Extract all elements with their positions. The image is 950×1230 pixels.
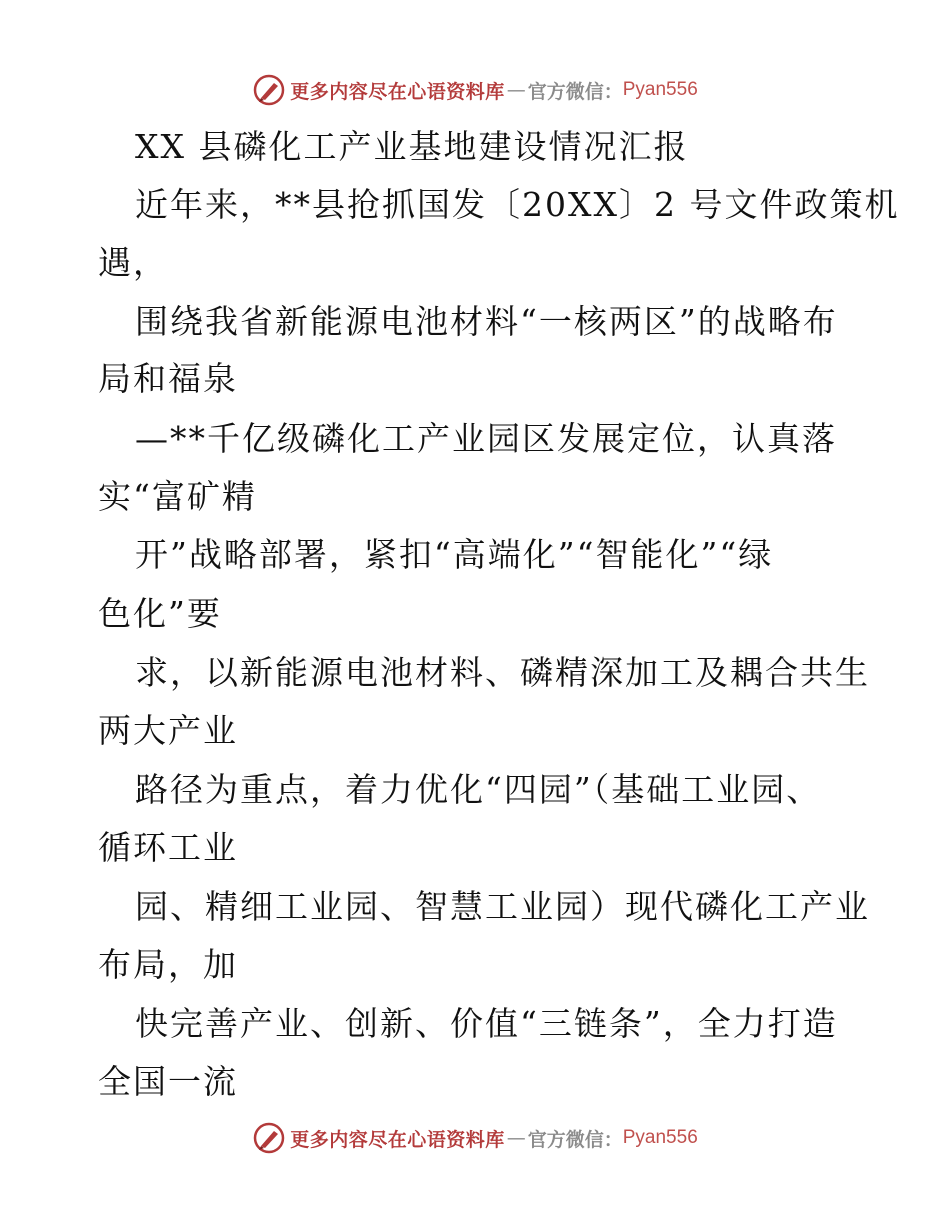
document-line: 遇，: [98, 243, 168, 282]
document-line: 路径为重点，着力优化“四园”（基础工业园、: [135, 770, 822, 809]
banner-dash: —: [506, 1127, 526, 1149]
document-line: 求，以新能源电池材料、磷精深加工及耦合共生: [135, 653, 870, 692]
document-line: —**千亿级磷化工产业园区发展定位，认真落: [135, 419, 837, 458]
document-line: 布局，加: [98, 945, 238, 984]
document-line: 全国一流: [98, 1062, 238, 1101]
document-line: 局和福泉: [98, 359, 238, 398]
document-line: 色化”要: [98, 594, 222, 633]
banner-label: 官方微信：: [527, 1128, 623, 1151]
document-title: XX 县磷化工产业基地建设情况汇报: [135, 127, 689, 166]
document-line: 实“富矿精: [98, 477, 257, 516]
document-line: 开”战略部署，紧扣“高端化”“智能化”“绿: [135, 535, 774, 574]
document-line: 近年来，**县抢抓国发〔20XX〕2 号文件政策机: [135, 185, 900, 224]
document-line: 园、精细工业园、智慧工业园）现代磷化工产业: [135, 887, 870, 926]
footer-banner: [0, 1118, 950, 1158]
banner-wechat-id: Pyan556: [622, 1127, 698, 1148]
banner-main-text: 更多内容尽在心语资料库: [290, 1128, 505, 1151]
pen-logo-icon: [252, 1121, 286, 1155]
banner-dash: —: [506, 79, 526, 101]
document-line: 两大产业: [98, 711, 238, 750]
pen-logo-icon: [252, 73, 286, 107]
document-line: 快完善产业、创新、价值“三链条”，全力打造: [135, 1004, 838, 1043]
header-banner: [0, 70, 950, 110]
document-line: 围绕我省新能源电池材料“一核两区”的战略布: [135, 302, 838, 341]
banner-main-text: 更多内容尽在心语资料库: [290, 80, 505, 103]
banner-wechat-id: Pyan556: [622, 79, 698, 100]
banner-label: 官方微信：: [527, 80, 623, 103]
document-line: 循环工业: [98, 828, 238, 867]
